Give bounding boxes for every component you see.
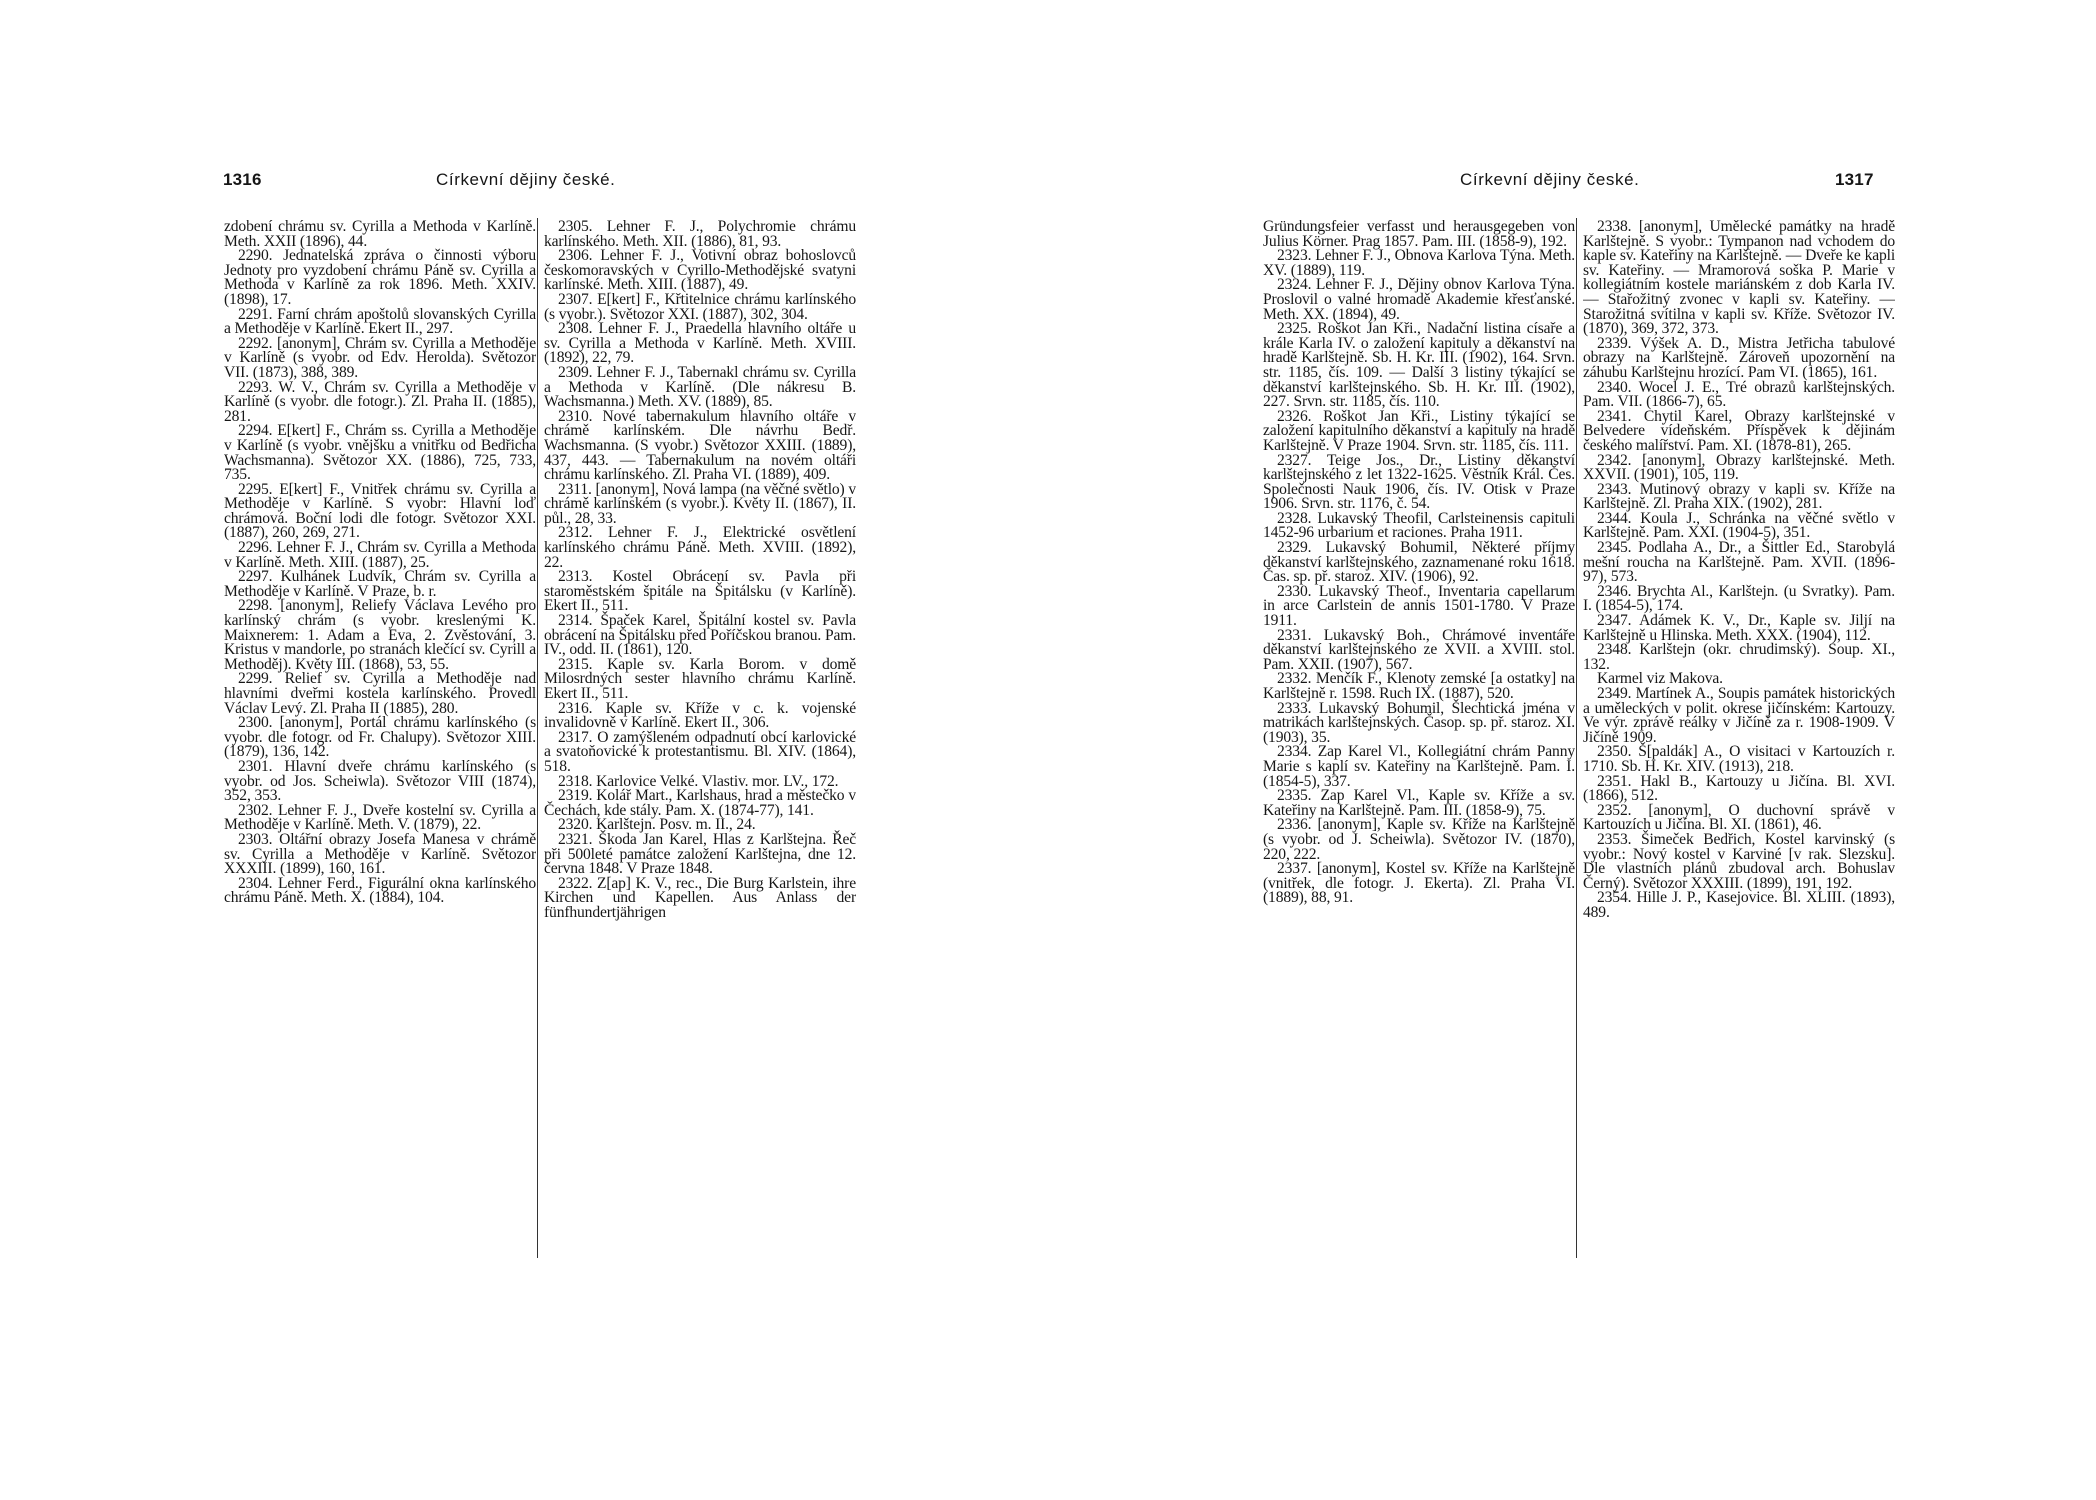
entry: 2299. Relief sv. Cyrilla a Methoděje nad hlavními dveřmi kostela karlínského. Provedl Václav Levý. Zl. Praha II (1885), 280. (224, 670, 536, 717)
entry: 2306. Lehner F. J., Votivní obraz bohoslovců českomoravských v Cyrillo-Methodějské svatyni karlínské. Meth. XIII. (1887), 49. (544, 247, 856, 294)
entry: 2303. Oltářní obrazy Josefa Manesa v chrámě sv. Cyrilla a Methoděje v Karlíně. Světozor XXXIII. (1899), 160, 161. (224, 830, 536, 878)
entry: 2323. Lehner F. J., Obnova Karlova Týna. Meth. XV. (1889), 119. (1263, 247, 1575, 279)
entry: Karmel viz Makova. (1597, 670, 1723, 688)
entry: 2337. [anonym], Kostel sv. Kříže na Karlštejně (vnitřek, dle fotogr. J. Ekerta). Zl. Praha VI. (1889), 88, 91. (1263, 860, 1575, 907)
entry: 2335. Zap Karel Vl., Kaple sv. Kříže a sv. Kateřiny na Karlštejně. Pam. III. (1858-9), 75. (1263, 787, 1575, 819)
entry: 2339. Výšek A. D., Mistra Jetřicha tabulové obrazy na Karlštejně. Zároveň upozornění na záhubu Karlštejnu hrozící. Pam VI. (1865), 161. (1583, 334, 1895, 381)
entry: 2348. Karlštejn (okr. chrudimský). Soup. XI., 132. (1583, 641, 1895, 673)
entry: 2292. [anonym], Chrám sv. Cyrilla a Methoděje v Karlíně (s vyobr. od Edv. Herolda). Světozor VII. (1873), 388, 389. (224, 334, 536, 381)
entry: 2296. Lehner F. J., Chrám sv. Cyrilla a Methoda v Karlíně. Meth. XIII. (1887), 25. (224, 539, 536, 571)
entry: 2327. Teige Jos., Dr., Listiny děkanství karlštejnského z let 1322-1625. Věstník Král. Čes. Společnosti Nauk 1906, čís. IV. Otisk v Praze 1906. Srvn. str. 1176, č. 54. (1263, 451, 1575, 513)
entry: 2317. O zamýšleném odpadnutí obcí karlovické a svatoňovické k protestantismu. Bl. XIV. (1864), 518. (544, 728, 856, 775)
entry: 2300. [anonym], Portál chrámu karlínského (s vyobr. dle fotogr. od Fr. Chalupy). Světozor XIII. (1879), 136, 142. (224, 714, 536, 761)
entry: 2311. [anonym], Nová lampa (na věčné světlo) v chrámě karlínském (s vyobr.). Květy II. (1867), II. půl., 28, 33. (544, 480, 856, 527)
entry: 2305. Lehner F. J., Polychromie chrámu karlínského. Meth. XII. (1886), 81, 93. (544, 220, 856, 250)
entry: 2298. [anonym], Reliefy Václava Levého pro karlínský chrám (s vyobr. kreslenými K. Maixnerem: 1. Adam a Eva, 2. Zvěstování, 3. Kristus v mandorle, po stranách klečící sv. Cyrill a Methoděj). Květy III. (1868), 53, 55. (224, 597, 536, 673)
entry: 2342. [anonym], Obrazy karlštejnské. Meth. XXVII. (1901), 105, 119. (1583, 451, 1895, 484)
entry: 2336. [anonym], Kaple sv. Kříže na Karlštejně (s vyobr. od J. Scheiwla). Světozor IV. (1870), 220, 222. (1263, 816, 1575, 863)
entry: 2313. Kostel Obrácení sv. Pavla při staroměstském špitále na Špitálsku (v Karlíně). Ekert II., 511. (544, 568, 856, 615)
entry: 2351. Hakl B., Kartouzy u Jičína. Bl. XVI. (1866), 512. (1583, 772, 1895, 805)
entry: 2349. Martínek A., Soupis památek historických a uměleckých v polit. okrese jičínském: Kartouzy. Ve výr. zprávě reálky v Jičíně za r. 1908-1909. V Jičíně 1909. (1583, 685, 1895, 746)
entry: 2294. E[kert] F., Chrám ss. Cyrilla a Methoděje v Karlíně (s vyobr. vnějšku a vnitřku od Bedřicha Wachsmanna). Světozor XX. (1886), 725, 733, 735. (224, 422, 536, 484)
entry: 2344. Koula J., Schránka na věčné světlo v Karlštejně. Pam. XXI. (1904-5), 351. (1583, 509, 1895, 542)
entry: 2302. Lehner F. J., Dveře kostelní sv. Cyrilla a Methoděje v Karlíně. Meth. V. (1879), 22. (224, 801, 536, 834)
entry: 2309. Lehner F. J., Tabernakl chrámu sv. Cyrilla a Methoda v Karlíně. (Dle nákresu B. Wachsmanna.) Meth. XV. (1889), 85. (544, 363, 856, 411)
entry: 2293. W. V., Chrám sv. Cyrilla a Methoděje v Karlíně (s vyobr. dle fotogr.). Zl. Praha II. (1885), 281. (224, 378, 536, 425)
left-page-number: 1316 (223, 170, 262, 189)
entry: 2354. Hille J. P., Kasejovice. Bl. XLIII. (1893), 489. (1583, 889, 1895, 921)
entry: 2308. Lehner F. J., Praedella hlavního oltáře u sv. Cyrilla a Methoda v Karlíně. Meth. XVIII. (1892), 22, 79. (544, 320, 856, 367)
entry: 2346. Brychta Al., Karlštejn. (u Svratky). Pam. I. (1854-5), 174. (1583, 582, 1895, 615)
entry: 2304. Lehner Ferd., Figurální okna karlínského chrámu Páně. Meth. X. (1884), 104. (224, 874, 536, 907)
entry: 2333. Lukavský Bohumil, Šlechtická jména v matrikách karlštejnských. Časop. sp. př. staroz. XI. (1903), 35. (1263, 699, 1575, 746)
column-divider (1576, 218, 1577, 1258)
entry: 2321. Škoda Jan Karel, Hlas z Karlštejna. Řeč při 500leté památce založení Karlštejna, dne 12. června 1848. V Praze 1848. (544, 830, 856, 878)
right-page-number: 1317 (1835, 170, 1874, 189)
entry: 2340. Wocel J. E., Tré obrazů karlštejnských. Pam. VII. (1866-7), 65. (1583, 378, 1895, 411)
entry: 2326. Roškot Jan Kři., Listiny týkající se založení kapitulního děkanství a kapituly na hradě Karlštejně. V Praze 1904. Srvn. str. 1185, čís. 111. (1263, 407, 1575, 454)
entry: 2329. Lukavský Bohumil, Některé příjmy děkanství karlštejnského, zaznamenané roku 1618. Čas. sp. př. staroz. XIV. (1906), 92. (1263, 539, 1575, 586)
entry: 2352. [anonym], O duchovní správě v Kartouzích u Jičína. Bl. XI. (1861), 46. (1583, 801, 1895, 834)
left-column-1 (224, 220, 536, 1260)
entry: 2345. Podlaha A., Dr., a Šittler Ed., Starobylá mešní roucha na Karlštejně. Pam. XVII. (1896-97), 573. (1583, 539, 1895, 586)
entry: 2295. E[kert] F., Vnitřek chrámu sv. Cyrilla a Methoděje v Karlíně. S vyobr: Hlavní loď chrámová. Boční lodi dle fotogr. Světozor XXI. (1887), 260, 269, 271. (224, 480, 536, 542)
left-running-title: Církevní dějiny české. (436, 170, 616, 189)
entry: 2350. Š[paldák] A., O visitaci v Kartouzích r. 1710. Sb. H. Kr. XIV. (1913), 218. (1583, 743, 1895, 775)
entry: 2320. Karlštejn. Posv. m. II., 24. (558, 816, 756, 834)
entry: 2307. E[kert] F., Křtitelnice chrámu karlínského (s vyobr.). Světozor XXI. (1887), 302, 304. (544, 290, 856, 323)
entry: 2290. Jednatelská zpráva o činnosti výboru Jednoty pro vyzdobení chrámu Páně sv. Cyrilla a Methoda v Karlíně za rok 1896. Meth. XXIV. (1898), 17. (224, 247, 536, 308)
entry: 2334. Zap Karel Vl., Kollegiátní chrám Panny Marie s kaplí sv. Kateřiny na Karlštejně. Pam. I. (1854-5), 337. (1263, 743, 1575, 790)
entry: 2312. Lehner F. J., Elektrické osvětlení karlínského chrámu Páně. Meth. XVIII. (1892), 22. (544, 524, 856, 571)
entry: 2347. Adámek K. V., Dr., Kaple sv. Jiljí na Karlštejně u Hlinska. Meth. XXX. (1904), 112. (1583, 612, 1895, 644)
entry: 2353. Šimeček Bedřich, Kostel karvinský (s vyobr.: Nový kostel v Karviné [v rak. Slezsku]. Dle vlastních plánů zbudoval arch. Bohuslav Černý). Světozor XXXIII. (1899), 191, 192. (1583, 830, 1895, 892)
left-column-2 (544, 220, 856, 1260)
entry: 2291. Farní chrám apoštolů slovanských Cyrilla a Methoděje v Karlíně. Ekert II., 297. (224, 305, 536, 338)
entry: 2301. Hlavní dveře chrámu karlínského (s vyobr. od Jos. Scheiwla). Světozor VIII (1874), 352, 353. (224, 757, 536, 805)
entry: Gründungsfeier verfasst und herausgegeben von Julius Körner. Prag 1857. Pam. III. (1858-9), 192. (1263, 220, 1575, 250)
entry: 2332. Menčík F., Klenoty zemské [a ostatky] na Karlštejně r. 1598. Ruch IX. (1887), 520. (1263, 670, 1575, 702)
entry: zdobení chrámu sv. Cyrilla a Methoda v Karlíně. Meth. XXII (1896), 44. (224, 220, 536, 250)
entry: 2343. Mutinový obrazy v kapli sv. Kříže na Karlštejně. Zl. Praha XIX. (1902), 281. (1583, 480, 1895, 513)
entry: 2316. Kaple sv. Kříže v c. k. vojenské invalidovně v Karlíně. Ekert II., 306. (544, 699, 856, 732)
entry: 2314. Špaček Karel, Špitální kostel sv. Pavla obrácení na Špitálsku před Poříčskou branou. Pam. IV., odd. II. (1861), 120. (544, 612, 856, 659)
entry: 2325. Roškot Jan Kři., Nadační listina císaře a krále Karla IV. o založení kapituly a děkanství na hradě Karlštejně. Sb. H. Kr. III. (1902), 164. Srvn. str. 1185, čís. 109. — Další 3 listiny týkající se děkanství karlštejnského. Sb. H. Kr. III. (1902), 227. Srvn. str. 1185, čís. 110. (1263, 320, 1575, 411)
entry: 2318. Karlovice Velké. Vlastiv. mor. LV., 172. (558, 772, 839, 790)
entry: 2297. Kulhánek Ludvík, Chrám sv. Cyrilla a Methoděje v Karlíně. V Praze, b. r. (224, 568, 536, 600)
entry: 2315. Kaple sv. Karla Borom. v domě Milosrdných sester hlavního chrámu Karlíně. Ekert II., 511. (544, 655, 856, 702)
entry: 2328. Lukavský Theofil, Carlsteinensis capituli 1452-96 urbarium et raciones. Praha 1911. (1263, 509, 1575, 542)
right-column-1 (1263, 220, 1575, 1260)
right-column-2 (1583, 220, 1895, 1260)
column-divider (537, 218, 538, 1258)
entry: 2338. [anonym], Umělecké památky na hradě Karlštejně. S vyobr.: Tympanon nad vchodem do kaple sv. Kateřiny na Karlštejně. — Dveře ke kapli sv. Kateřiny. — Mramorová soška P. Marie v kollegiátním kostele mariánském z dob Karla IV. — Stařožitný zvonec v kapli sv. Kateřiny. — Starožitná svítilna v kapli sv. Kříže. Světozor IV. (1870), 369, 372, 373. (1583, 220, 1895, 338)
entry: 2331. Lukavský Boh., Chrámové inventáře děkanství karlštejnského ze XVII. a XVIII. stol. Pam. XXII. (1907), 567. (1263, 626, 1575, 673)
entry: 2341. Chytil Karel, Obrazy karlštejnské v Belvedere vídeňském. Příspěvek k dějinám českého malířství. Pam. XI. (1878-81), 265. (1583, 407, 1895, 454)
entry: 2330. Lukavský Theof., Inventaria capellarum in arce Carlstein de annis 1501-1780. V Praze 1911. (1263, 582, 1575, 630)
right-page (1048, 0, 2096, 1500)
entry: 2322. Z[ap] K. V., rec., Die Burg Karlstein, ihre Kirchen und Kapellen. Aus Anlass der fünfhundertjährigen (544, 874, 856, 921)
entry: 2324. Lehner F. J., Dějiny obnov Karlova Týna. Proslovil o valné hromadě Akademie křesťanské. Meth. XX. (1894), 49. (1263, 276, 1575, 323)
entry: 2310. Nové tabernakulum hlavního oltáře v chrámě karlínském. Dle návrhu Bedř. Wachsmanna. (S vyobr.) Světozor XXIII. (1889), 437, 443. — Tabernakulum na novém oltáři chrámu karlínského. Zl. Praha VI. (1889), 409. (544, 407, 856, 484)
entry: 2319. Kolář Mart., Karlshaus, hrad a městečko v Čechách, kde stály. Pam. X. (1874-77), 141. (544, 787, 856, 819)
right-running-title: Církevní dějiny české. (1460, 170, 1640, 189)
